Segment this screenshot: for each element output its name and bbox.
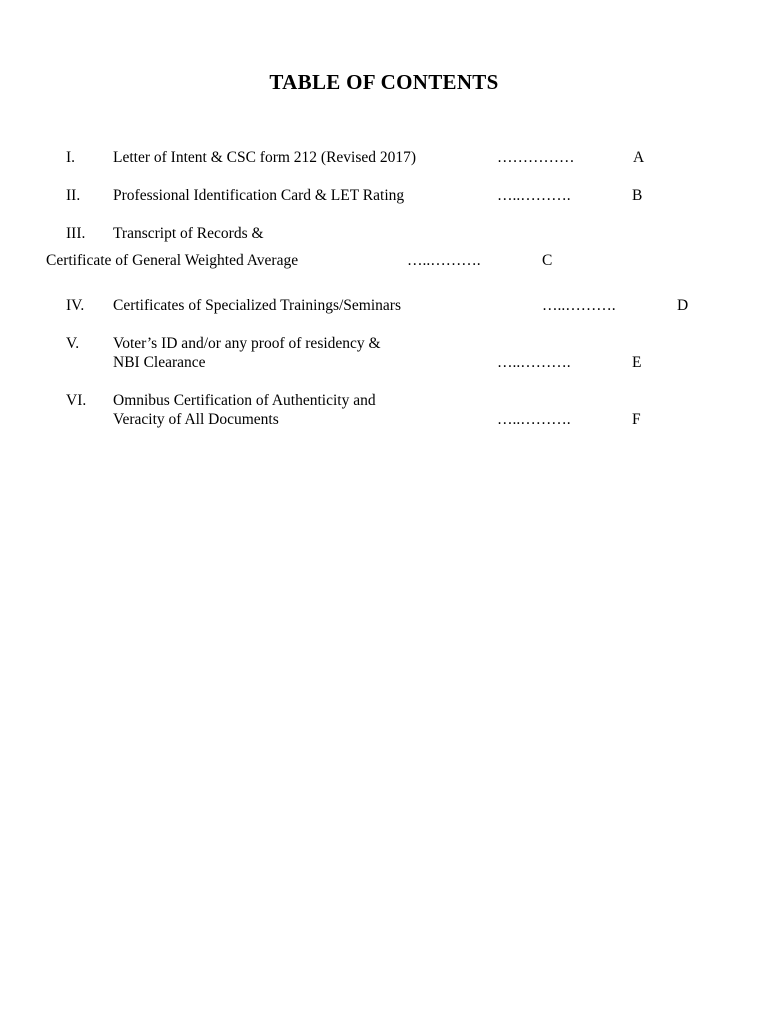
toc-title-5-line-2: NBI Clearance (113, 354, 206, 371)
toc-numeral-1: I. (66, 149, 76, 166)
toc-numeral-6: VI. (66, 392, 87, 409)
toc-numeral-4: IV. (66, 297, 85, 314)
toc-title-4: Certificates of Specialized Trainings/Seminars (113, 297, 401, 314)
toc-leader-6: …..………. (497, 411, 571, 428)
toc-title-3-line-1: Transcript of Records & (113, 225, 264, 242)
toc-title-5-line-1: Voter’s ID and/or any proof of residency & (113, 335, 381, 352)
toc-numeral-5: V. (66, 335, 80, 352)
toc-letter-1: A (633, 149, 645, 166)
toc-title-1: Letter of Intent & CSC form 212 (Revised 2017) (113, 149, 417, 166)
toc-letter-5: E (632, 354, 642, 371)
toc-letter-4: D (677, 297, 689, 314)
toc-title-6-line-1: Omnibus Certification of Authenticity and (113, 392, 376, 409)
toc-letter-2: B (632, 187, 643, 204)
toc-title-6-line-2: Veracity of All Documents (113, 411, 279, 428)
toc-title-3-line-2: Certificate of General Weighted Average (46, 252, 299, 269)
toc-leader-3: …..………. (407, 252, 481, 269)
toc-leader-2: …..………. (497, 187, 571, 204)
toc-numeral-2: II. (66, 187, 81, 204)
page-title: TABLE OF CONTENTS (269, 70, 499, 94)
toc-title-2: Professional Identification Card & LET Rating (113, 187, 405, 204)
toc-leader-4: …..………. (542, 297, 616, 314)
toc-letter-3: C (542, 252, 553, 269)
toc-leader-1: …………… (497, 149, 575, 166)
toc-letter-6: F (632, 411, 641, 428)
toc-numeral-3: III. (66, 225, 86, 242)
toc-leader-5: …..………. (497, 354, 571, 371)
